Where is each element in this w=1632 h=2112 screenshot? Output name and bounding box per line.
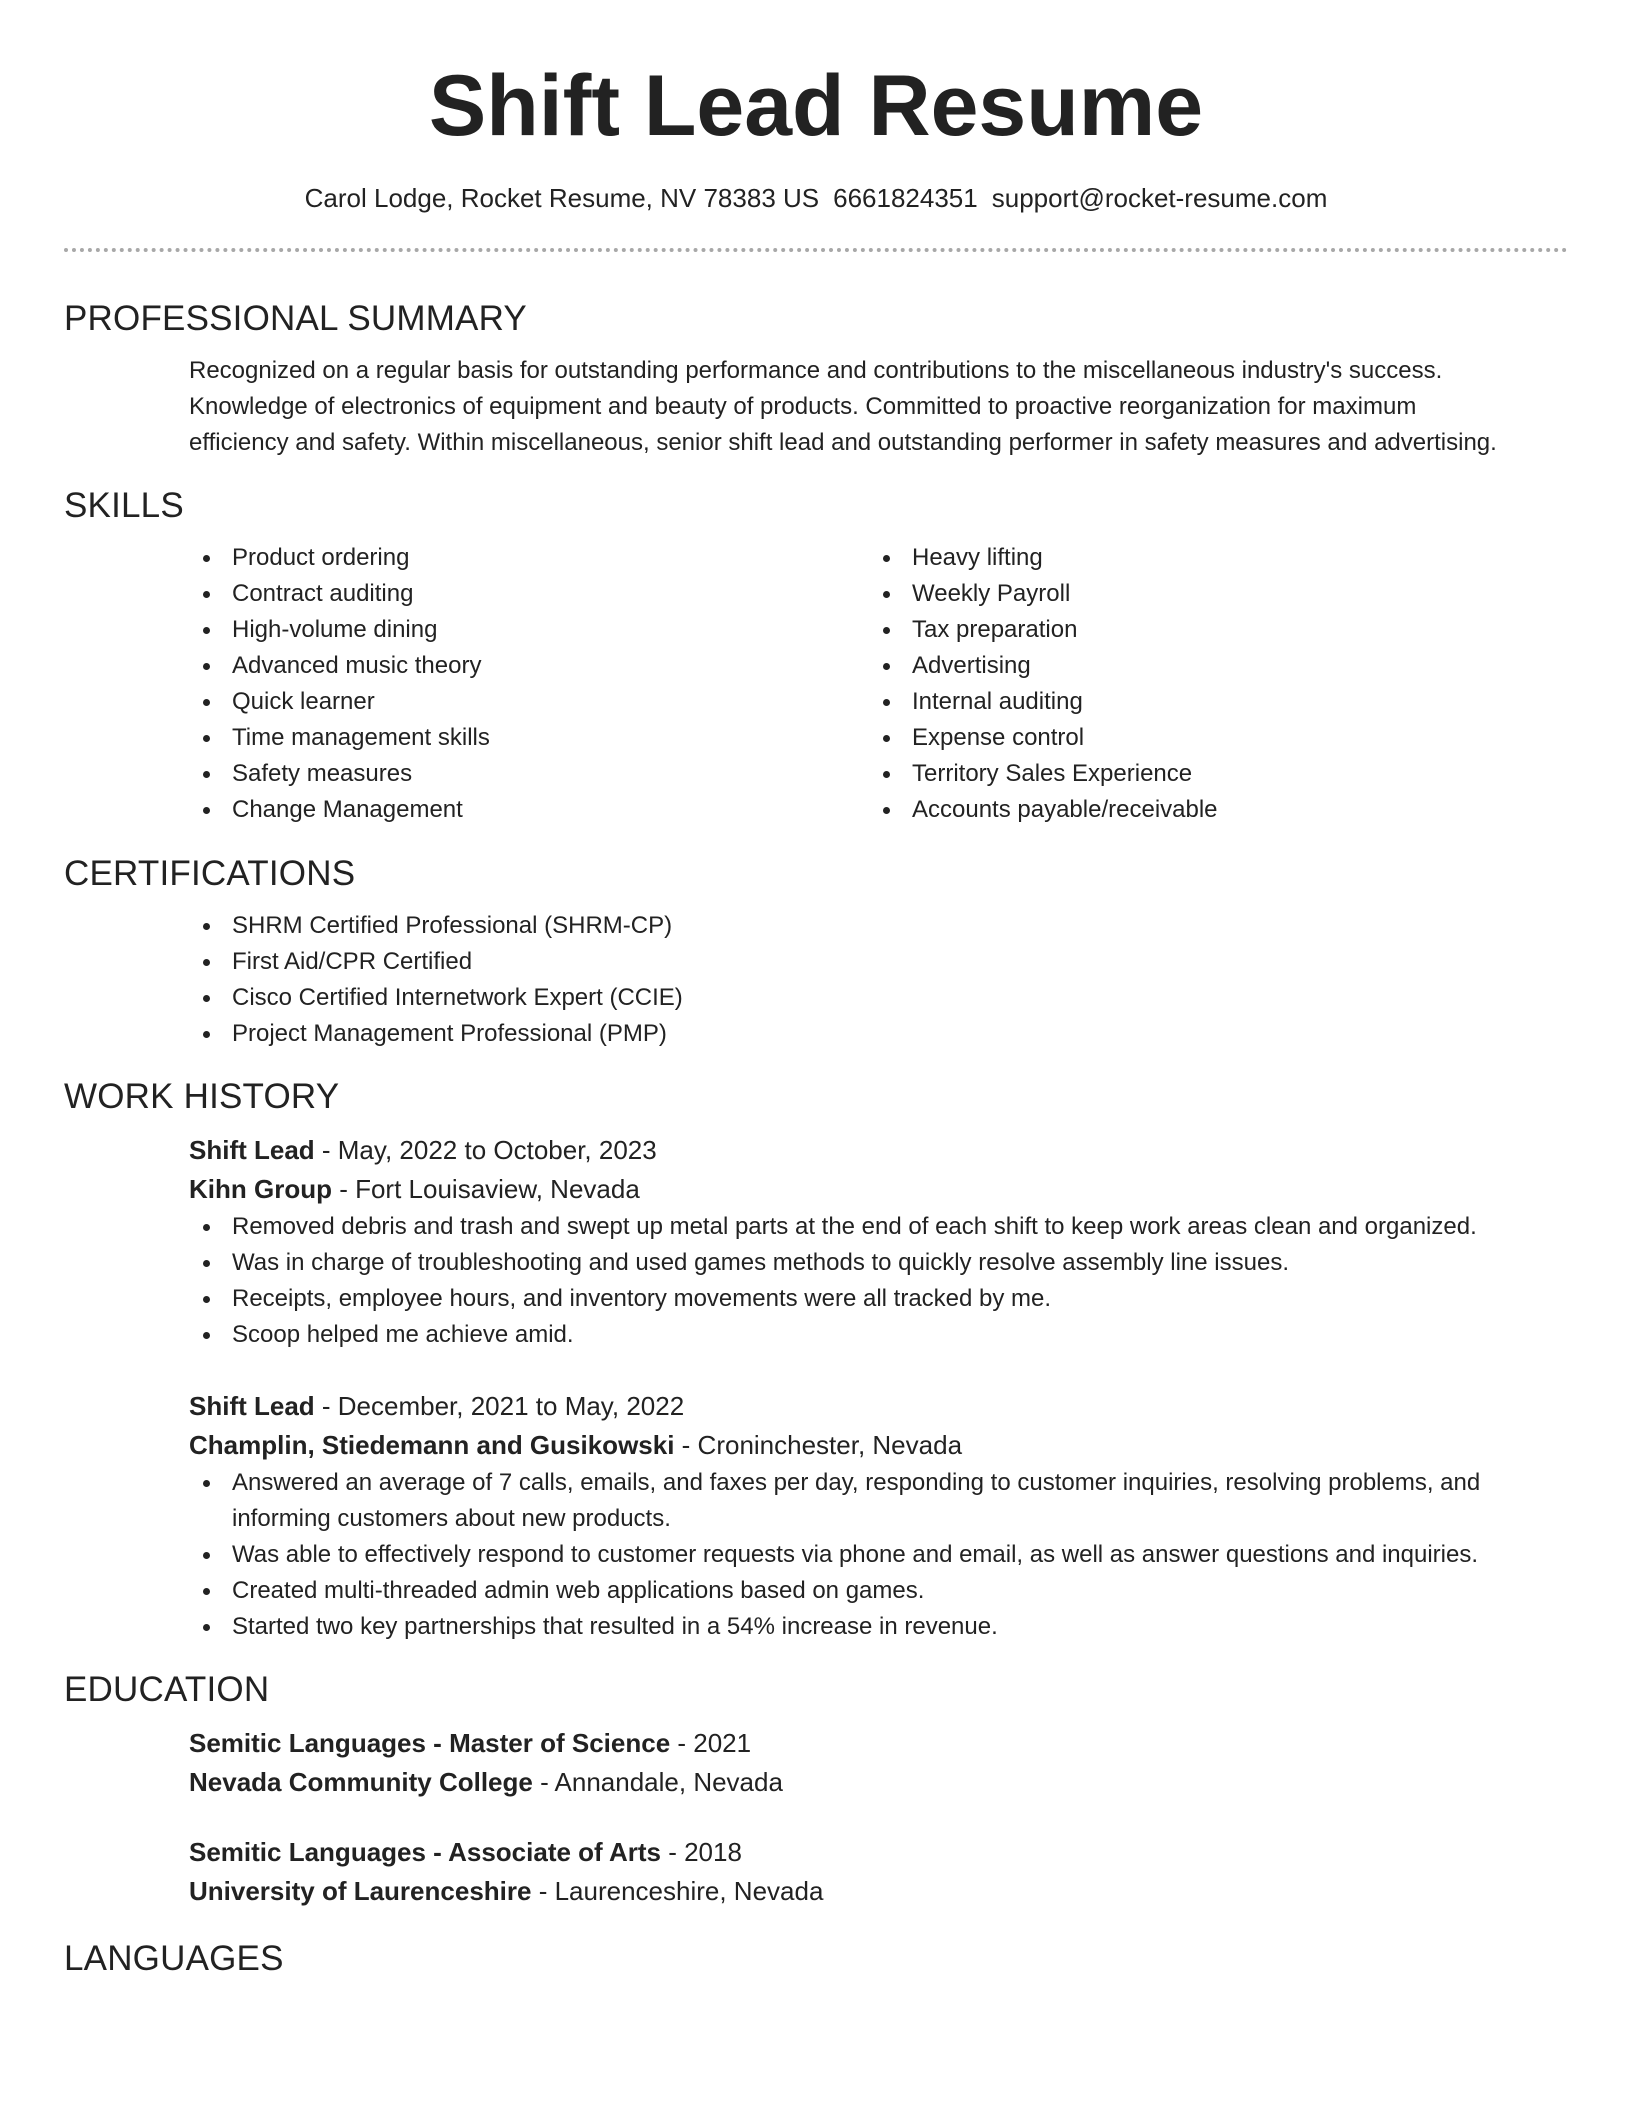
bullet-icon bbox=[883, 771, 890, 778]
work-history-heading: WORK HISTORY bbox=[64, 1077, 340, 1116]
job-duty: Was in charge of troubleshooting and used games methods to quickly resolve assembly line issues. bbox=[189, 1245, 1568, 1281]
job-entry bbox=[189, 1131, 1568, 1353]
skill-item: Time management skills bbox=[189, 720, 869, 756]
job-title-line bbox=[189, 1387, 1568, 1426]
bullet-icon bbox=[203, 995, 210, 1002]
summary-section bbox=[64, 353, 1568, 461]
bullet-icon bbox=[883, 735, 890, 742]
certification-item: SHRM Certified Professional (SHRM-CP) bbox=[189, 908, 1568, 944]
contact-line bbox=[64, 182, 1568, 214]
skill-item: Contract auditing bbox=[189, 576, 869, 612]
bullet-icon bbox=[203, 1224, 210, 1231]
skill-item: Quick learner bbox=[189, 684, 869, 720]
job-title-line bbox=[189, 1131, 1568, 1170]
skill-item: Tax preparation bbox=[869, 612, 1549, 648]
skills-list-left bbox=[189, 540, 869, 828]
skill-item: Internal auditing bbox=[869, 684, 1549, 720]
education-year: - 2018 bbox=[660, 1837, 742, 1867]
skill-item: Weekly Payroll bbox=[869, 576, 1549, 612]
certifications-section bbox=[64, 908, 1568, 1052]
summary-heading: PROFESSIONAL SUMMARY bbox=[64, 299, 527, 338]
education-year: - 2021 bbox=[670, 1728, 752, 1758]
bullet-icon bbox=[203, 1260, 210, 1267]
job-duty: Created multi-threaded admin web applications based on games. bbox=[189, 1573, 1568, 1609]
job-entry bbox=[189, 1387, 1568, 1645]
job-duty: Receipts, employee hours, and inventory movements were all tracked by me. bbox=[189, 1281, 1568, 1317]
skills-section bbox=[64, 540, 1568, 828]
bullet-icon bbox=[203, 807, 210, 814]
certification-item: Project Management Professional (PMP) bbox=[189, 1016, 1568, 1052]
skill-item: Advertising bbox=[869, 648, 1549, 684]
education-degree: Semitic Languages - Master of Science bbox=[189, 1728, 671, 1758]
bullet-icon bbox=[203, 663, 210, 670]
skills-heading: SKILLS bbox=[64, 486, 184, 525]
skill-item: Advanced music theory bbox=[189, 648, 869, 684]
job-company-line bbox=[189, 1426, 1568, 1465]
certification-item: Cisco Certified Internetwork Expert (CCIE) bbox=[189, 980, 1568, 1016]
education-school-line bbox=[189, 1872, 1568, 1911]
job-company: Kihn Group bbox=[189, 1174, 332, 1204]
job-company-line bbox=[189, 1170, 1568, 1209]
bullet-icon bbox=[203, 1296, 210, 1303]
education-school-line bbox=[189, 1763, 1568, 1802]
skills-list-right bbox=[869, 540, 1549, 828]
bullet-icon bbox=[883, 555, 890, 562]
contact-phone: 6661824351 bbox=[833, 183, 978, 213]
summary-line: efficiency and safety. Within miscellaneous, senior shift lead and outstanding performer in safety measures and advertising. bbox=[189, 429, 1497, 456]
bullet-icon bbox=[203, 591, 210, 598]
education-school: Nevada Community College bbox=[189, 1767, 533, 1797]
job-duty: Was able to effectively respond to customer requests via phone and email, as well as answer questions and inquiries. bbox=[189, 1537, 1568, 1573]
certification-item: First Aid/CPR Certified bbox=[189, 944, 1568, 980]
job-duty: Scoop helped me achieve amid. bbox=[189, 1317, 1568, 1353]
job-title: Shift Lead bbox=[189, 1391, 315, 1421]
work-history-section bbox=[64, 1131, 1568, 1645]
summary-line: Recognized on a regular basis for outstanding performance and contributions to the miscellaneous industry's success. bbox=[189, 357, 1443, 384]
job-dates: - May, 2022 to October, 2023 bbox=[314, 1135, 657, 1165]
skill-item: Expense control bbox=[869, 720, 1549, 756]
job-duties-list bbox=[189, 1209, 1568, 1353]
bullet-icon bbox=[203, 1332, 210, 1339]
skill-item: Heavy lifting bbox=[869, 540, 1549, 576]
job-duty: Removed debris and trash and swept up metal parts at the end of each shift to keep work areas clean and organized. bbox=[189, 1209, 1568, 1245]
education-degree: Semitic Languages - Associate of Arts bbox=[189, 1837, 661, 1867]
education-degree-line bbox=[189, 1724, 1568, 1763]
education-entry bbox=[189, 1833, 1568, 1911]
bullet-icon bbox=[203, 699, 210, 706]
job-duties-list bbox=[189, 1465, 1568, 1645]
bullet-icon bbox=[883, 591, 890, 598]
skill-item: Change Management bbox=[189, 792, 869, 828]
skill-item: Product ordering bbox=[189, 540, 869, 576]
bullet-icon bbox=[203, 1588, 210, 1595]
header-divider bbox=[64, 248, 1568, 252]
education-location: - Annandale, Nevada bbox=[532, 1767, 783, 1797]
bullet-icon bbox=[203, 959, 210, 966]
bullet-icon bbox=[883, 807, 890, 814]
job-dates: - December, 2021 to May, 2022 bbox=[314, 1391, 685, 1421]
bullet-icon bbox=[203, 1480, 210, 1487]
job-duty: Started two key partnerships that resulted in a 54% increase in revenue. bbox=[189, 1609, 1568, 1645]
bullet-icon bbox=[203, 1552, 210, 1559]
bullet-icon bbox=[203, 1624, 210, 1631]
resume-title: Shift Lead Resume bbox=[428, 58, 1204, 154]
certifications-list bbox=[189, 908, 1568, 1052]
education-school: University of Laurenceshire bbox=[189, 1876, 532, 1906]
job-company: Champlin, Stiedemann and Gusikowski bbox=[189, 1430, 675, 1460]
job-title: Shift Lead bbox=[189, 1135, 315, 1165]
education-degree-line bbox=[189, 1833, 1568, 1872]
education-entry bbox=[189, 1724, 1568, 1802]
education-section bbox=[64, 1724, 1568, 1911]
job-location: - Croninchester, Nevada bbox=[674, 1430, 963, 1460]
languages-heading: LANGUAGES bbox=[64, 1939, 284, 1978]
skill-item: High-volume dining bbox=[189, 612, 869, 648]
skill-item: Accounts payable/receivable bbox=[869, 792, 1549, 828]
skill-item: Safety measures bbox=[189, 756, 869, 792]
education-location: - Laurenceshire, Nevada bbox=[531, 1876, 824, 1906]
contact-email: support@rocket-resume.com bbox=[991, 183, 1328, 213]
certifications-heading: CERTIFICATIONS bbox=[64, 854, 356, 893]
job-location: - Fort Louisaview, Nevada bbox=[331, 1174, 640, 1204]
job-duty: Answered an average of 7 calls, emails, and faxes per day, responding to customer inquiries, resolving problems, and informing customers about new products. bbox=[189, 1465, 1568, 1537]
bullet-icon bbox=[203, 627, 210, 634]
skill-item: Territory Sales Experience bbox=[869, 756, 1549, 792]
bullet-icon bbox=[883, 663, 890, 670]
bullet-icon bbox=[203, 923, 210, 930]
education-heading: EDUCATION bbox=[64, 1670, 270, 1709]
bullet-icon bbox=[203, 735, 210, 742]
bullet-icon bbox=[203, 771, 210, 778]
bullet-icon bbox=[203, 555, 210, 562]
contact-address: Carol Lodge, Rocket Resume, NV 78383 US bbox=[304, 183, 820, 213]
bullet-icon bbox=[883, 627, 890, 634]
bullet-icon bbox=[883, 699, 890, 706]
summary-line: Knowledge of electronics of equipment and beauty of products. Committed to proactive reorganization for maximum bbox=[189, 393, 1417, 420]
bullet-icon bbox=[203, 1031, 210, 1038]
